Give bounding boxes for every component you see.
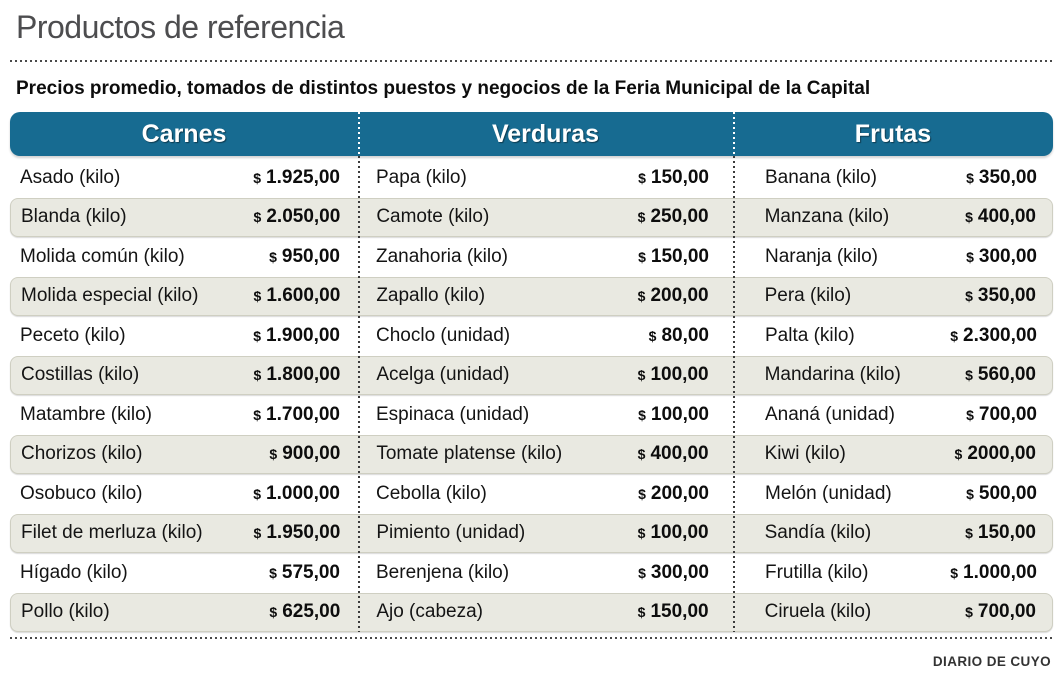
item-name: Zapallo (kilo) [376,285,486,307]
currency-symbol: $ [965,367,973,384]
price-cell [10,167,358,189]
price-cell [10,246,358,268]
source-credit: DIARIO DE CUYO [932,654,1051,669]
item-name: Osobuco (kilo) [20,482,143,504]
currency-symbol: $ [648,327,657,344]
currency-symbol: $ [966,406,974,423]
price-amount: 150,00 [650,166,709,188]
table-row [10,395,1053,435]
item-name: Banana (kilo) [765,166,877,188]
table-row [10,237,1053,277]
price-amount: 1.800,00 [266,364,341,386]
item-price [966,404,1037,426]
item-price [253,404,340,426]
item-name: Molida especial (kilo) [21,285,199,307]
price-cell [358,325,733,347]
price-amount: 900,00 [282,443,341,465]
currency-symbol: $ [637,446,646,463]
subtitle: Precios promedio, tomados de distintos puestos y negocios de la Feria Municipal de la Capital [16,78,871,99]
table-row [10,158,1053,198]
price-amount: 350,00 [977,285,1036,307]
item-price [965,285,1036,307]
price-cell [358,167,733,189]
item-name: Pimiento (unidad) [376,522,526,544]
price-amount: 100,00 [650,364,709,386]
item-price [955,443,1036,465]
price-amount: 625,00 [282,601,341,623]
item-price [638,285,709,307]
item-price [965,206,1036,228]
price-cell [11,601,358,623]
price-table [10,112,1053,632]
item-name: Espinaca (unidad) [376,403,530,425]
item-price [253,167,340,189]
price-cell [11,285,358,307]
price-cell [733,443,1052,465]
currency-symbol: $ [965,288,973,305]
currency-symbol: $ [965,525,973,542]
price-cell [358,364,732,386]
item-name: Melón (unidad) [765,482,892,504]
currency-symbol: $ [253,209,262,226]
price-cell [10,483,358,505]
item-name: Ananá (unidad) [765,403,895,425]
item-name: Blanda (kilo) [21,206,127,228]
item-name: Chorizos (kilo) [21,443,143,465]
currency-symbol: $ [253,485,262,502]
price-cell [733,404,1053,426]
item-price [638,483,709,505]
item-price [269,246,340,268]
item-name: Molida común (kilo) [20,245,185,267]
item-price [254,522,341,544]
currency-symbol: $ [950,327,959,344]
price-amount: 250,00 [650,206,709,228]
item-name: Frutilla (kilo) [765,561,869,583]
item-price [638,522,709,544]
currency-symbol: $ [637,209,646,226]
item-name: Acelga (unidad) [376,364,510,386]
item-price [269,443,340,465]
currency-symbol: $ [637,367,646,384]
price-cell [733,206,1052,228]
currency-symbol: $ [954,446,963,463]
item-name: Naranja (kilo) [765,245,878,267]
price-amount: 2.050,00 [266,206,341,228]
currency-symbol: $ [638,169,646,186]
item-price [254,364,341,386]
table-row [10,593,1053,633]
item-price [269,562,340,584]
item-price [965,364,1036,386]
column-header-carnes: Carnes [141,119,227,148]
currency-symbol: $ [269,604,278,621]
currency-symbol: $ [253,367,262,384]
price-cell [11,206,358,228]
currency-symbol: $ [638,485,646,502]
item-price [638,601,709,623]
price-amount: 575,00 [281,561,340,583]
item-name: Manzana (kilo) [764,206,890,228]
currency-symbol: $ [966,485,974,502]
price-cell [358,601,732,623]
price-amount: 500,00 [978,482,1037,504]
price-amount: 1.700,00 [266,403,340,425]
table-row [10,514,1053,554]
price-amount: 350,00 [978,166,1037,188]
column-header-frutas: Frutas [854,119,932,148]
currency-symbol: $ [965,209,973,226]
currency-symbol: $ [253,169,262,186]
item-name: Berenjena (kilo) [376,561,510,583]
item-name: Hígado (kilo) [20,561,128,583]
price-cell [733,562,1053,584]
price-amount: 200,00 [650,482,709,504]
currency-symbol: $ [966,169,974,186]
currency-symbol: $ [638,406,646,423]
price-cell [733,601,1052,623]
item-name: Kiwi (kilo) [764,443,846,465]
price-amount: 2.300,00 [963,324,1037,346]
currency-symbol: $ [253,327,262,344]
price-cell [733,483,1053,505]
item-price [966,246,1037,268]
item-price [965,522,1036,544]
currency-symbol: $ [253,288,262,305]
price-amount: 1.950,00 [266,522,341,544]
table-row [10,277,1053,317]
price-amount: 950,00 [281,245,340,267]
price-amount: 150,00 [650,245,709,267]
price-cell [358,404,733,426]
item-price [649,325,709,347]
price-cell [358,285,732,307]
column-divider-2-header [733,112,735,156]
item-price [638,167,709,189]
item-name: Zanahoria (kilo) [376,245,508,267]
price-cell [733,522,1052,544]
currency-symbol: $ [965,604,973,621]
item-price [253,483,340,505]
item-name: Choclo (unidad) [376,324,511,346]
price-amount: 700,00 [977,601,1036,623]
item-price [254,285,341,307]
price-cell [358,246,733,268]
price-cell [358,562,733,584]
item-name: Asado (kilo) [20,166,121,188]
price-amount: 150,00 [977,522,1036,544]
currency-symbol: $ [253,406,262,423]
item-price [638,246,709,268]
table-row [10,316,1053,356]
price-cell [733,167,1053,189]
price-cell [733,364,1052,386]
item-name: Ciruela (kilo) [764,601,872,623]
price-amount: 1.600,00 [266,285,341,307]
currency-symbol: $ [637,604,646,621]
currency-symbol: $ [637,525,646,542]
currency-symbol: $ [637,288,646,305]
item-name: Tomate platense (kilo) [376,443,563,465]
table-header-band [10,112,1053,156]
price-cell [358,443,732,465]
table-row [10,198,1053,238]
currency-symbol: $ [269,248,277,265]
item-name: Mandarina (kilo) [764,364,901,386]
item-price [638,404,709,426]
table-row [10,356,1053,396]
table-rows [10,158,1053,632]
price-cell [358,206,732,228]
page-title: Productos de referencia [16,9,345,45]
price-amount: 100,00 [650,403,709,425]
item-name: Filet de merluza (kilo) [21,522,203,544]
price-cell [11,522,358,544]
price-amount: 300,00 [978,245,1037,267]
price-amount: 100,00 [650,522,709,544]
price-cell [358,483,733,505]
item-name: Pollo (kilo) [21,601,110,623]
price-amount: 80,00 [661,324,709,346]
currency-symbol: $ [269,564,277,581]
price-cell [733,285,1052,307]
column-divider-2 [733,156,735,632]
price-amount: 1.925,00 [266,166,340,188]
item-price [966,483,1037,505]
item-price [638,364,709,386]
item-name: Matambre (kilo) [20,403,152,425]
item-name: Palta (kilo) [765,324,855,346]
currency-symbol: $ [638,248,646,265]
bottom-dotted-divider [10,637,1053,639]
price-cell [358,522,732,544]
table-row [10,474,1053,514]
currency-symbol: $ [269,446,278,463]
item-price [965,601,1036,623]
item-price [254,206,341,228]
currency-symbol: $ [966,248,974,265]
price-amount: 200,00 [650,285,709,307]
price-cell [10,325,358,347]
price-amount: 1.900,00 [266,324,340,346]
item-name: Papa (kilo) [376,166,467,188]
currency-symbol: $ [253,525,262,542]
column-divider-1 [358,156,360,632]
price-amount: 1.000,00 [266,482,340,504]
item-price [950,325,1037,347]
item-price [950,562,1037,584]
item-name: Peceto (kilo) [20,324,126,346]
price-amount: 700,00 [978,403,1037,425]
item-price [253,325,340,347]
currency-symbol: $ [638,564,646,581]
item-price [638,562,709,584]
item-price [638,206,709,228]
item-name: Costillas (kilo) [21,364,140,386]
column-header-verduras: Verduras [491,119,599,148]
price-cell [733,325,1053,347]
price-amount: 150,00 [650,601,709,623]
price-amount: 400,00 [650,443,709,465]
price-amount: 400,00 [977,206,1036,228]
item-price [966,167,1037,189]
item-name: Cebolla (kilo) [376,482,487,504]
price-cell [11,443,358,465]
table-row [10,435,1053,475]
item-price [638,443,709,465]
price-amount: 1.000,00 [963,561,1037,583]
item-price [269,601,340,623]
price-amount: 560,00 [977,364,1036,386]
item-name: Sandía (kilo) [764,522,872,544]
price-cell [10,404,358,426]
title-dotted-divider [10,60,1053,62]
item-name: Camote (kilo) [376,206,490,228]
item-name: Ajo (cabeza) [376,601,483,623]
price-amount: 2000,00 [967,443,1036,465]
column-divider-1-header [358,112,360,156]
item-name: Pera (kilo) [764,285,852,307]
table-row [10,553,1053,593]
price-cell [10,562,358,584]
price-cell [11,364,358,386]
currency-symbol: $ [950,564,959,581]
price-cell [733,246,1053,268]
price-amount: 300,00 [650,561,709,583]
